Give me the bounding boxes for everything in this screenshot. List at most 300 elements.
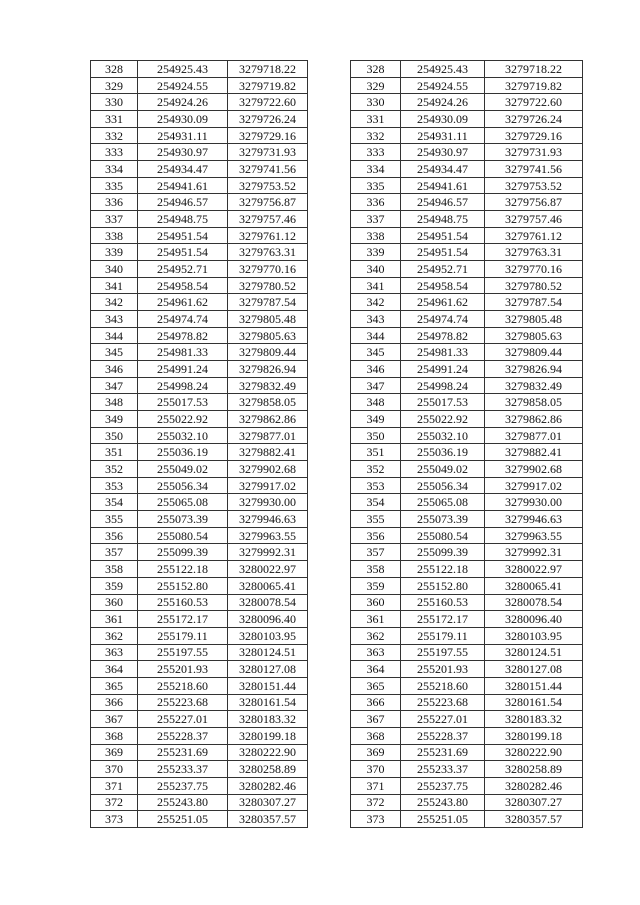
y-coordinate-cell: 3279826.94	[228, 361, 308, 378]
table-row	[91, 594, 308, 611]
x-coordinate-cell: 254981.33	[401, 344, 485, 361]
y-coordinate-cell: 3279862.86	[228, 411, 308, 428]
point-number-cell: 352	[91, 461, 138, 478]
x-coordinate-cell: 254946.57	[138, 194, 228, 211]
point-number-cell: 333	[351, 144, 401, 161]
table-row	[351, 94, 583, 111]
point-number-cell: 348	[351, 394, 401, 411]
x-coordinate-cell: 255032.10	[138, 427, 228, 444]
point-number-cell: 348	[91, 394, 138, 411]
table-row	[91, 627, 308, 644]
point-number-cell: 341	[91, 277, 138, 294]
table-body	[351, 61, 583, 828]
x-coordinate-cell: 255017.53	[401, 394, 485, 411]
point-number-cell: 331	[91, 111, 138, 128]
point-number-cell: 351	[351, 444, 401, 461]
point-number-cell: 330	[91, 94, 138, 111]
y-coordinate-cell: 3280022.97	[228, 561, 308, 578]
y-coordinate-cell: 3280127.08	[485, 661, 583, 678]
table-row	[351, 411, 583, 428]
table-row	[351, 61, 583, 78]
x-coordinate-cell: 255233.37	[401, 761, 485, 778]
table-row	[91, 77, 308, 94]
table-row	[91, 727, 308, 744]
x-coordinate-cell: 255197.55	[138, 644, 228, 661]
point-number-cell: 363	[351, 644, 401, 661]
y-coordinate-cell: 3280103.95	[485, 627, 583, 644]
table-row	[91, 644, 308, 661]
y-coordinate-cell: 3279877.01	[485, 427, 583, 444]
table-row	[351, 694, 583, 711]
point-number-cell: 330	[351, 94, 401, 111]
x-coordinate-cell: 254951.54	[138, 244, 228, 261]
table-row	[351, 461, 583, 478]
x-coordinate-cell: 255080.54	[401, 527, 485, 544]
point-number-cell: 343	[351, 311, 401, 328]
table-row	[351, 644, 583, 661]
x-coordinate-cell: 254952.71	[401, 261, 485, 278]
y-coordinate-cell: 3280124.51	[485, 644, 583, 661]
y-coordinate-cell: 3279761.12	[485, 227, 583, 244]
x-coordinate-cell: 255056.34	[401, 477, 485, 494]
table-row	[91, 794, 308, 811]
x-coordinate-cell: 255122.18	[138, 561, 228, 578]
table-row	[351, 627, 583, 644]
x-coordinate-cell: 254924.26	[401, 94, 485, 111]
table-row	[351, 711, 583, 728]
x-coordinate-cell: 254948.75	[138, 211, 228, 228]
table-row	[351, 211, 583, 228]
y-coordinate-cell: 3279917.02	[228, 477, 308, 494]
y-coordinate-cell: 3279787.54	[485, 294, 583, 311]
table-row	[351, 777, 583, 794]
y-coordinate-cell: 3279917.02	[485, 477, 583, 494]
table-row	[91, 61, 308, 78]
point-number-cell: 361	[91, 611, 138, 628]
y-coordinate-cell: 3280199.18	[485, 727, 583, 744]
table-row	[351, 611, 583, 628]
x-coordinate-cell: 255160.53	[401, 594, 485, 611]
x-coordinate-cell: 254941.61	[401, 177, 485, 194]
y-coordinate-cell: 3279741.56	[485, 161, 583, 178]
x-coordinate-cell: 254924.55	[138, 77, 228, 94]
x-coordinate-cell: 255022.92	[138, 411, 228, 428]
point-number-cell: 366	[91, 694, 138, 711]
x-coordinate-cell: 254948.75	[401, 211, 485, 228]
table-row	[351, 794, 583, 811]
point-number-cell: 373	[91, 811, 138, 828]
point-number-cell: 359	[351, 577, 401, 594]
x-coordinate-cell: 254991.24	[138, 361, 228, 378]
table-row	[351, 227, 583, 244]
point-number-cell: 332	[351, 127, 401, 144]
table-row	[351, 344, 583, 361]
y-coordinate-cell: 3280258.89	[228, 761, 308, 778]
x-coordinate-cell: 254930.09	[401, 111, 485, 128]
x-coordinate-cell: 254961.62	[138, 294, 228, 311]
y-coordinate-cell: 3279963.55	[228, 527, 308, 544]
y-coordinate-cell: 3279741.56	[228, 161, 308, 178]
x-coordinate-cell: 255237.75	[401, 777, 485, 794]
y-coordinate-cell: 3279753.52	[485, 177, 583, 194]
table-row	[91, 677, 308, 694]
table-row	[91, 294, 308, 311]
y-coordinate-cell: 3280065.41	[228, 577, 308, 594]
point-number-cell: 335	[351, 177, 401, 194]
coordinate-table-right	[350, 60, 583, 828]
point-number-cell: 363	[91, 644, 138, 661]
y-coordinate-cell: 3280103.95	[228, 627, 308, 644]
x-coordinate-cell: 255065.08	[138, 494, 228, 511]
x-coordinate-cell: 255065.08	[401, 494, 485, 511]
y-coordinate-cell: 3279805.63	[228, 327, 308, 344]
point-number-cell: 362	[351, 627, 401, 644]
table-row	[91, 394, 308, 411]
y-coordinate-cell: 3279780.52	[228, 277, 308, 294]
y-coordinate-cell: 3279757.46	[485, 211, 583, 228]
table-row	[91, 777, 308, 794]
x-coordinate-cell: 255032.10	[401, 427, 485, 444]
x-coordinate-cell: 255228.37	[401, 727, 485, 744]
x-coordinate-cell: 255243.80	[138, 794, 228, 811]
point-number-cell: 350	[91, 427, 138, 444]
y-coordinate-cell: 3280161.54	[228, 694, 308, 711]
x-coordinate-cell: 255201.93	[138, 661, 228, 678]
point-number-cell: 335	[91, 177, 138, 194]
x-coordinate-cell: 255036.19	[138, 444, 228, 461]
point-number-cell: 329	[91, 77, 138, 94]
point-number-cell: 340	[351, 261, 401, 278]
table-row	[91, 344, 308, 361]
x-coordinate-cell: 255231.69	[401, 744, 485, 761]
x-coordinate-cell: 254974.74	[138, 311, 228, 328]
y-coordinate-cell: 3279832.49	[228, 377, 308, 394]
point-number-cell: 349	[91, 411, 138, 428]
point-number-cell: 351	[91, 444, 138, 461]
x-coordinate-cell: 255243.80	[401, 794, 485, 811]
x-coordinate-cell: 255049.02	[401, 461, 485, 478]
point-number-cell: 353	[91, 477, 138, 494]
y-coordinate-cell: 3280258.89	[485, 761, 583, 778]
y-coordinate-cell: 3280307.27	[228, 794, 308, 811]
x-coordinate-cell: 254974.74	[401, 311, 485, 328]
y-coordinate-cell: 3279753.52	[228, 177, 308, 194]
x-coordinate-cell: 254952.71	[138, 261, 228, 278]
x-coordinate-cell: 255099.39	[138, 544, 228, 561]
x-coordinate-cell: 255099.39	[401, 544, 485, 561]
point-number-cell: 358	[91, 561, 138, 578]
point-number-cell: 365	[351, 677, 401, 694]
point-number-cell: 340	[91, 261, 138, 278]
y-coordinate-cell: 3279719.82	[485, 77, 583, 94]
x-coordinate-cell: 254924.26	[138, 94, 228, 111]
table-row	[91, 511, 308, 528]
y-coordinate-cell: 3280183.32	[485, 711, 583, 728]
table-row	[351, 811, 583, 828]
table-row	[351, 144, 583, 161]
point-number-cell: 339	[351, 244, 401, 261]
table-row	[351, 261, 583, 278]
table-row	[91, 744, 308, 761]
x-coordinate-cell: 255172.17	[401, 611, 485, 628]
table-row	[351, 394, 583, 411]
table-row	[351, 427, 583, 444]
x-coordinate-cell: 254930.97	[138, 144, 228, 161]
table-row	[91, 311, 308, 328]
y-coordinate-cell: 3279780.52	[485, 277, 583, 294]
y-coordinate-cell: 3280022.97	[485, 561, 583, 578]
x-coordinate-cell: 254930.97	[401, 144, 485, 161]
y-coordinate-cell: 3280124.51	[228, 644, 308, 661]
x-coordinate-cell: 254931.11	[138, 127, 228, 144]
x-coordinate-cell: 255227.01	[138, 711, 228, 728]
x-coordinate-cell: 254951.54	[401, 227, 485, 244]
y-coordinate-cell: 3280078.54	[485, 594, 583, 611]
table-row	[91, 244, 308, 261]
x-coordinate-cell: 255172.17	[138, 611, 228, 628]
x-coordinate-cell: 255056.34	[138, 477, 228, 494]
x-coordinate-cell: 255228.37	[138, 727, 228, 744]
x-coordinate-cell: 254951.54	[401, 244, 485, 261]
y-coordinate-cell: 3280065.41	[485, 577, 583, 594]
x-coordinate-cell: 255080.54	[138, 527, 228, 544]
x-coordinate-cell: 255160.53	[138, 594, 228, 611]
x-coordinate-cell: 255237.75	[138, 777, 228, 794]
y-coordinate-cell: 3279805.63	[485, 327, 583, 344]
point-number-cell: 366	[351, 694, 401, 711]
y-coordinate-cell: 3279902.68	[485, 461, 583, 478]
table-row	[91, 211, 308, 228]
point-number-cell: 360	[91, 594, 138, 611]
table-row	[351, 761, 583, 778]
table-row	[91, 611, 308, 628]
point-number-cell: 339	[91, 244, 138, 261]
y-coordinate-cell: 3279877.01	[228, 427, 308, 444]
table-row	[91, 144, 308, 161]
table-row	[351, 311, 583, 328]
table-row	[91, 444, 308, 461]
x-coordinate-cell: 255227.01	[401, 711, 485, 728]
y-coordinate-cell: 3279722.60	[485, 94, 583, 111]
point-number-cell: 355	[351, 511, 401, 528]
table-row	[351, 444, 583, 461]
x-coordinate-cell: 254958.54	[401, 277, 485, 294]
x-coordinate-cell: 255036.19	[401, 444, 485, 461]
x-coordinate-cell: 255197.55	[401, 644, 485, 661]
point-number-cell: 371	[91, 777, 138, 794]
y-coordinate-cell: 3279757.46	[228, 211, 308, 228]
point-number-cell: 358	[351, 561, 401, 578]
table-row	[351, 677, 583, 694]
table-row	[351, 544, 583, 561]
table-row	[91, 561, 308, 578]
y-coordinate-cell: 3279719.82	[228, 77, 308, 94]
point-number-cell: 342	[91, 294, 138, 311]
point-number-cell: 329	[351, 77, 401, 94]
table-row	[351, 744, 583, 761]
x-coordinate-cell: 255218.60	[401, 677, 485, 694]
x-coordinate-cell: 255122.18	[401, 561, 485, 578]
y-coordinate-cell: 3279963.55	[485, 527, 583, 544]
table-row	[91, 761, 308, 778]
table-row	[351, 477, 583, 494]
y-coordinate-cell: 3279862.86	[485, 411, 583, 428]
point-number-cell: 367	[91, 711, 138, 728]
x-coordinate-cell: 255218.60	[138, 677, 228, 694]
point-number-cell: 346	[351, 361, 401, 378]
table-row	[351, 111, 583, 128]
table-row	[351, 494, 583, 511]
y-coordinate-cell: 3280096.40	[485, 611, 583, 628]
x-coordinate-cell: 254934.47	[138, 161, 228, 178]
y-coordinate-cell: 3279809.44	[485, 344, 583, 361]
x-coordinate-cell: 254991.24	[401, 361, 485, 378]
point-number-cell: 345	[351, 344, 401, 361]
y-coordinate-cell: 3280151.44	[228, 677, 308, 694]
table-row	[351, 377, 583, 394]
x-coordinate-cell: 255152.80	[401, 577, 485, 594]
point-number-cell: 360	[351, 594, 401, 611]
table-row	[91, 327, 308, 344]
x-coordinate-cell: 255073.39	[138, 511, 228, 528]
point-number-cell: 349	[351, 411, 401, 428]
table-row	[351, 577, 583, 594]
y-coordinate-cell: 3280183.32	[228, 711, 308, 728]
y-coordinate-cell: 3280161.54	[485, 694, 583, 711]
y-coordinate-cell: 3280357.57	[228, 811, 308, 828]
point-number-cell: 357	[351, 544, 401, 561]
x-coordinate-cell: 254998.24	[138, 377, 228, 394]
y-coordinate-cell: 3280357.57	[485, 811, 583, 828]
point-number-cell: 350	[351, 427, 401, 444]
y-coordinate-cell: 3280222.90	[228, 744, 308, 761]
x-coordinate-cell: 254925.43	[401, 61, 485, 78]
table-row	[91, 111, 308, 128]
point-number-cell: 328	[351, 61, 401, 78]
table-row	[91, 194, 308, 211]
x-coordinate-cell: 255022.92	[401, 411, 485, 428]
table-row	[351, 527, 583, 544]
y-coordinate-cell: 3279930.00	[228, 494, 308, 511]
y-coordinate-cell: 3279832.49	[485, 377, 583, 394]
y-coordinate-cell: 3279809.44	[228, 344, 308, 361]
y-coordinate-cell: 3279756.87	[228, 194, 308, 211]
y-coordinate-cell: 3279946.63	[485, 511, 583, 528]
x-coordinate-cell: 254998.24	[401, 377, 485, 394]
point-number-cell: 328	[91, 61, 138, 78]
y-coordinate-cell: 3279946.63	[228, 511, 308, 528]
y-coordinate-cell: 3279992.31	[228, 544, 308, 561]
table-row	[91, 544, 308, 561]
table-row	[91, 661, 308, 678]
point-number-cell: 370	[91, 761, 138, 778]
point-number-cell: 346	[91, 361, 138, 378]
table-row	[351, 294, 583, 311]
y-coordinate-cell: 3279756.87	[485, 194, 583, 211]
y-coordinate-cell: 3279726.24	[485, 111, 583, 128]
x-coordinate-cell: 254981.33	[138, 344, 228, 361]
x-coordinate-cell: 255049.02	[138, 461, 228, 478]
table-row	[351, 327, 583, 344]
y-coordinate-cell: 3280282.46	[485, 777, 583, 794]
point-number-cell: 368	[351, 727, 401, 744]
x-coordinate-cell: 254941.61	[138, 177, 228, 194]
y-coordinate-cell: 3279992.31	[485, 544, 583, 561]
point-number-cell: 336	[91, 194, 138, 211]
y-coordinate-cell: 3279770.16	[485, 261, 583, 278]
point-number-cell: 352	[351, 461, 401, 478]
point-number-cell: 357	[91, 544, 138, 561]
x-coordinate-cell: 254924.55	[401, 77, 485, 94]
y-coordinate-cell: 3279787.54	[228, 294, 308, 311]
table-row	[351, 561, 583, 578]
point-number-cell: 336	[351, 194, 401, 211]
x-coordinate-cell: 254978.82	[138, 327, 228, 344]
point-number-cell: 354	[351, 494, 401, 511]
table-row	[91, 227, 308, 244]
point-number-cell: 362	[91, 627, 138, 644]
y-coordinate-cell: 3280151.44	[485, 677, 583, 694]
point-number-cell: 337	[351, 211, 401, 228]
table-row	[351, 277, 583, 294]
x-coordinate-cell: 255223.68	[138, 694, 228, 711]
table-row	[91, 811, 308, 828]
point-number-cell: 338	[91, 227, 138, 244]
point-number-cell: 365	[91, 677, 138, 694]
table-row	[351, 361, 583, 378]
point-number-cell: 344	[91, 327, 138, 344]
x-coordinate-cell: 255251.05	[401, 811, 485, 828]
y-coordinate-cell: 3279882.41	[228, 444, 308, 461]
y-coordinate-cell: 3279858.05	[228, 394, 308, 411]
point-number-cell: 345	[91, 344, 138, 361]
point-number-cell: 347	[91, 377, 138, 394]
table-row	[351, 244, 583, 261]
y-coordinate-cell: 3279858.05	[485, 394, 583, 411]
y-coordinate-cell: 3280199.18	[228, 727, 308, 744]
table-row	[91, 161, 308, 178]
y-coordinate-cell: 3280127.08	[228, 661, 308, 678]
table-row	[91, 377, 308, 394]
table-row	[91, 711, 308, 728]
x-coordinate-cell: 255223.68	[401, 694, 485, 711]
table-row	[91, 427, 308, 444]
y-coordinate-cell: 3279731.93	[485, 144, 583, 161]
point-number-cell: 361	[351, 611, 401, 628]
table-row	[91, 177, 308, 194]
point-number-cell: 369	[351, 744, 401, 761]
table-row	[91, 94, 308, 111]
y-coordinate-cell: 3279882.41	[485, 444, 583, 461]
point-number-cell: 337	[91, 211, 138, 228]
point-number-cell: 353	[351, 477, 401, 494]
table-row	[351, 177, 583, 194]
point-number-cell: 359	[91, 577, 138, 594]
y-coordinate-cell: 3279770.16	[228, 261, 308, 278]
y-coordinate-cell: 3279930.00	[485, 494, 583, 511]
point-number-cell: 343	[91, 311, 138, 328]
x-coordinate-cell: 254934.47	[401, 161, 485, 178]
table-row	[91, 411, 308, 428]
y-coordinate-cell: 3279805.48	[485, 311, 583, 328]
table-row	[91, 494, 308, 511]
table-row	[91, 694, 308, 711]
table-row	[91, 527, 308, 544]
table-row	[351, 511, 583, 528]
y-coordinate-cell: 3279718.22	[485, 61, 583, 78]
y-coordinate-cell: 3279731.93	[228, 144, 308, 161]
y-coordinate-cell: 3279763.31	[485, 244, 583, 261]
